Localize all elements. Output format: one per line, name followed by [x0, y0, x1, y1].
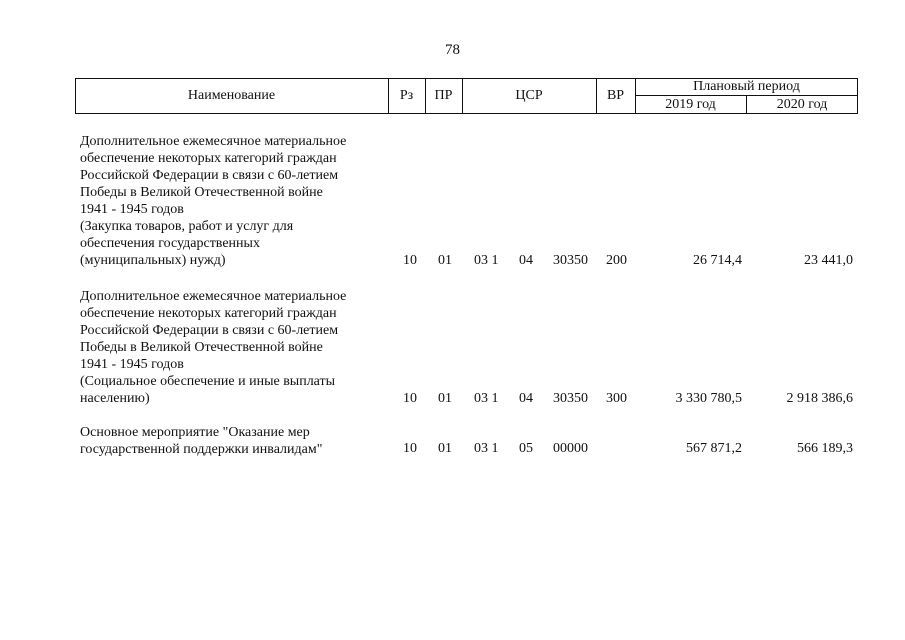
row-rz: 10	[403, 441, 417, 456]
header-year-2019: 2019 год	[665, 97, 716, 112]
row-name-line: населению)	[80, 391, 150, 406]
row-name-line: (Закупка товаров, работ и услуг для	[80, 219, 294, 234]
row-amount-2020: 566 189,3	[797, 441, 853, 456]
row-name-line: Дополнительное ежемесячное материальное	[80, 289, 347, 304]
row-amount-2019: 3 330 780,5	[675, 391, 742, 406]
row-name-line: Победы в Великой Отечественной войне	[80, 340, 323, 355]
header-vr: ВР	[606, 88, 625, 103]
row-name-line: Дополнительное ежемесячное материальное	[80, 134, 347, 149]
row-csr-subprogram: 05	[519, 441, 533, 456]
row-name-line: обеспечение некоторых категорий граждан	[80, 151, 337, 166]
row-name-line: государственной поддержки инвалидам"	[80, 442, 323, 457]
row-csr-program: 03 1	[474, 253, 499, 268]
row-name-line: 1941 - 1945 годов	[80, 357, 184, 372]
row-name	[80, 133, 380, 269]
header-pr: ПР	[434, 88, 453, 103]
row-csr-direction: 00000	[553, 441, 588, 456]
row-csr-direction: 30350	[553, 253, 588, 268]
row-name-line: Российской Федерации в связи с 60-летием	[80, 168, 339, 183]
row-csr-program: 03 1	[474, 441, 499, 456]
header-name: Наименование	[187, 88, 276, 103]
row-csr-direction: 30350	[553, 391, 588, 406]
table-header	[75, 78, 858, 113]
row-amount-2019: 567 871,2	[686, 441, 742, 456]
planned-period-divider	[635, 95, 858, 96]
header-planned-period: Плановый период	[693, 79, 800, 94]
row-name-line: 1941 - 1945 годов	[80, 202, 184, 217]
row-name-line: обеспечение некоторых категорий граждан	[80, 306, 337, 321]
row-rz: 10	[403, 253, 417, 268]
row-name-line: обеспечения государственных	[80, 236, 260, 251]
row-name-line: (муниципальных) нужд)	[80, 253, 226, 268]
row-vr: 300	[606, 391, 627, 406]
header-bottom-border	[75, 113, 858, 114]
row-csr-subprogram: 04	[519, 391, 533, 406]
header-year-2020: 2020 год	[776, 97, 828, 112]
row-csr-program: 03 1	[474, 391, 499, 406]
page-number: 78	[445, 42, 460, 58]
row-pr: 01	[438, 253, 452, 268]
row-pr: 01	[438, 391, 452, 406]
row-name-line: Российской Федерации в связи с 60-летием	[80, 323, 339, 338]
row-name	[80, 424, 380, 458]
row-amount-2019: 26 714,4	[693, 253, 742, 268]
row-amount-2020: 23 441,0	[804, 253, 853, 268]
row-name-line: Основное мероприятие "Оказание мер	[80, 425, 310, 440]
row-name-line: Победы в Великой Отечественной войне	[80, 185, 323, 200]
row-pr: 01	[438, 441, 452, 456]
header-csr: ЦСР	[515, 88, 543, 103]
row-rz: 10	[403, 391, 417, 406]
row-csr-subprogram: 04	[519, 253, 533, 268]
row-amount-2020: 2 918 386,6	[786, 391, 853, 406]
row-name-line: (Социальное обеспечение и иные выплаты	[80, 374, 336, 389]
header-rz: Рз	[399, 88, 414, 103]
row-name	[80, 288, 380, 407]
row-vr: 200	[606, 253, 627, 268]
